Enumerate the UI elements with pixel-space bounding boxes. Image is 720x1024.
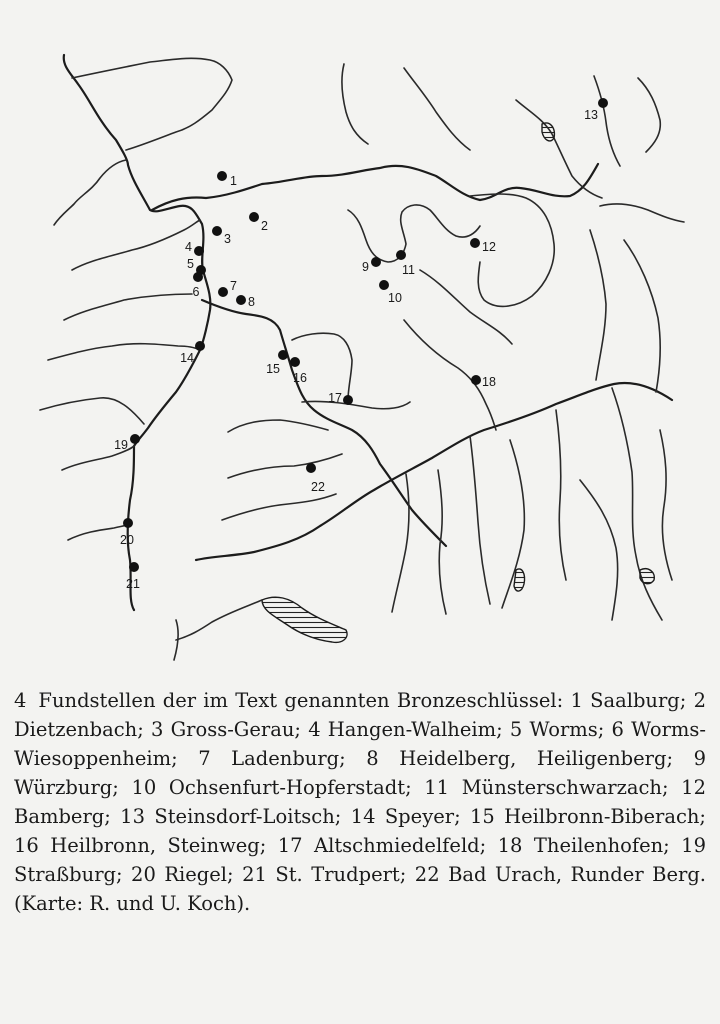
findspot-marker-3 (212, 226, 222, 236)
naab-river (590, 230, 606, 380)
north-river-b (404, 68, 470, 150)
alpine-river-c (580, 480, 618, 620)
findspot-label-14: 14 (180, 351, 194, 365)
mosel-river (54, 160, 126, 225)
findspot-marker-15 (278, 350, 288, 360)
findspot-marker-14 (195, 341, 205, 351)
findspot-marker-7 (218, 287, 228, 297)
findspot-label-6: 6 (192, 285, 200, 299)
findspot-marker-20 (123, 518, 133, 528)
findspot-label-3: 3 (224, 232, 231, 246)
findspot-label-17: 17 (328, 391, 342, 405)
danube-tributary-2 (228, 454, 342, 478)
findspot-label-20: 20 (120, 533, 134, 547)
findspot-label-2: 2 (261, 219, 268, 233)
lake-small-3 (542, 123, 554, 141)
findspot-label-4: 4 (185, 240, 192, 254)
findspot-label-1: 1 (230, 174, 237, 188)
main-meander (348, 205, 480, 262)
southern-border (176, 600, 262, 640)
findspot-label-22: 22 (311, 480, 325, 494)
findspot-label-12: 12 (482, 240, 496, 254)
figure-caption (14, 686, 706, 918)
findspot-marker-9 (371, 257, 381, 267)
findspot-label-11: 11 (402, 263, 415, 277)
findspot-marker-2 (249, 212, 259, 222)
north-river-a (342, 64, 368, 144)
findspot-marker-4 (194, 246, 204, 256)
findspot-marker-8 (236, 295, 246, 305)
western-river-3 (48, 344, 200, 360)
findspot-marker-17 (343, 395, 353, 405)
findspot-marker-18 (471, 375, 481, 385)
east-river-a (600, 204, 684, 222)
findspot-marker-12 (470, 238, 480, 248)
northern-river (72, 58, 232, 150)
findspot-marker-21 (129, 562, 139, 572)
inn-river (612, 388, 662, 620)
findspot-label-18: 18 (482, 375, 496, 389)
rhine-river (64, 55, 211, 610)
findspot-marker-10 (379, 280, 389, 290)
western-river-1 (72, 220, 200, 270)
findspot-marker-11 (396, 250, 406, 260)
findspot-marker-6 (193, 272, 203, 282)
north-river-e (638, 78, 660, 152)
neckar-branch (302, 401, 410, 408)
alpine-river-d (660, 430, 672, 580)
danube-tributary-1 (228, 420, 328, 432)
danube-tributary-3 (222, 494, 336, 520)
findspot-label-5: 5 (187, 257, 194, 271)
findspot-label-7: 7 (230, 279, 237, 293)
lake-small-2 (640, 569, 654, 584)
main-river (152, 164, 598, 210)
findspot-label-15: 15 (266, 362, 280, 376)
findspot-marker-16 (290, 357, 300, 367)
regen-river (624, 240, 660, 392)
western-river-2 (64, 294, 192, 320)
findspot-label-9: 9 (362, 260, 369, 274)
figure-number: 4 (14, 689, 27, 712)
isar-river (556, 410, 566, 580)
findspot-marker-22 (306, 463, 316, 473)
western-river-4 (40, 398, 144, 424)
findspot-label-19: 19 (114, 438, 128, 452)
findspot-label-10: 10 (388, 291, 402, 305)
caption-text: Fundstellen der im Text genannten Bronzeschlüssel: 1 Saalburg; 2 Dietzenbach; 3 Gross-Gerau; 4 Hangen-Walheim; 5 Worms; 6 Worms-Wiesoppenheim; 7 Ladenburg; 8 Heidelberg, Heiligenberg; 9 Würzburg; 10 Ochsenfurt-Hopferstadt; 11 Münsterschwarzach; 12 Bamberg; 13 Steinsdorf-Loitsch; 14 Speyer; 15 Heilbronn-Biberach; 16 Heilbronn, Steinweg; 17 Altschmiedelfeld; 18 Theilenhofen; 19 Straßburg; 20 Riegel; 21 St. Trudpert; 22 Bad Urach, Runder Berg. (Karte: R. und U. Koch). (14, 689, 706, 915)
neckar-side (292, 333, 352, 400)
lake-small-1 (514, 569, 525, 591)
lake-constance (262, 597, 347, 642)
lech-river (470, 436, 490, 604)
findspot-marker-13 (598, 98, 608, 108)
western-river-6 (68, 524, 128, 540)
findspot-label-8: 8 (248, 295, 255, 309)
findspot-label-16: 16 (293, 371, 307, 385)
findspot-marker-1 (217, 171, 227, 181)
findspot-marker-19 (130, 434, 140, 444)
findspot-label-13: 13 (584, 108, 598, 122)
altmuehl-upper (420, 270, 512, 344)
findspot-label-21: 21 (126, 577, 140, 591)
